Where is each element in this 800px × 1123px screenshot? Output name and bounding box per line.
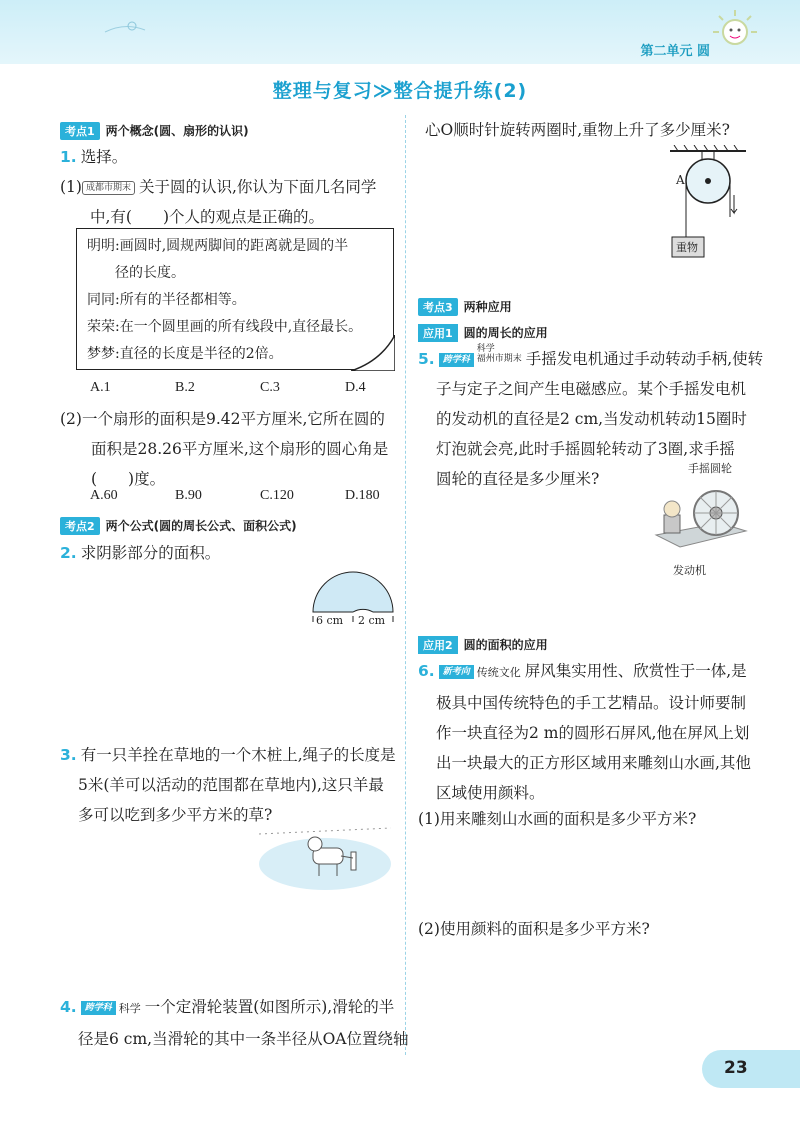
q1-part1-text-b: 中,有( )个人的观点是正确的。 bbox=[90, 208, 325, 226]
q2-number: 2. bbox=[60, 544, 77, 562]
column-divider bbox=[405, 115, 406, 1055]
q1-text: 选择。 bbox=[80, 148, 128, 166]
pulley-label-a: A bbox=[676, 173, 685, 187]
q4-line: 一个定滑轮装置(如图所示),滑轮的半 bbox=[144, 998, 395, 1016]
q1-part2 bbox=[60, 404, 388, 494]
subject-sub: 科学 bbox=[476, 344, 495, 354]
subject-sub: 科学 bbox=[118, 1002, 141, 1015]
q6-number: 6. bbox=[418, 662, 435, 680]
q4 bbox=[60, 992, 409, 1054]
section-label: 圆的周长的应用 bbox=[463, 326, 548, 340]
q6-part1: (1)用来雕刻山水画的面积是多少平方米? bbox=[418, 810, 697, 828]
q4-line: 径是6 cm,当滑轮的其中一条半径从OA位置绕轴 bbox=[78, 1030, 409, 1048]
quote-line: 同同:所有的半径都相等。 bbox=[87, 292, 246, 308]
section-label: 圆的面积的应用 bbox=[463, 638, 548, 652]
section-label: 两个公式(圆的周长公式、面积公式) bbox=[105, 519, 297, 533]
section-app2 bbox=[418, 634, 548, 654]
q1-part1-label: (1) bbox=[60, 178, 82, 196]
q3-number: 3. bbox=[60, 746, 77, 764]
q1-part2-line: ( )度。 bbox=[60, 470, 166, 488]
q3-line: 5米(羊可以活动的范围都在草地内),这只羊最 bbox=[78, 776, 384, 794]
subject-sub: 传统文化 bbox=[476, 666, 521, 679]
q1-stem bbox=[60, 142, 127, 172]
q3-line: 多可以吃到多少平方米的草? bbox=[78, 806, 273, 824]
choice-d[interactable]: D.180 bbox=[345, 488, 380, 503]
q6-line: 极具中国传统特色的手工艺精品。设计师要制 bbox=[436, 694, 747, 712]
q5-line: 灯泡就会亮,此时手摇圆轮转动了3圈,求手摇 bbox=[436, 440, 735, 458]
section-badge: 应用2 bbox=[418, 636, 458, 654]
q5-number: 5. bbox=[418, 350, 435, 368]
section-badge: 考点3 bbox=[418, 298, 458, 316]
quote-line: 径的长度。 bbox=[87, 265, 185, 281]
quote-line: 明明:画圆时,圆规两脚间的距离就是圆的半 bbox=[87, 238, 349, 254]
choice-a[interactable]: A.60 bbox=[90, 488, 118, 503]
q6-line: 屏风集实用性、欣赏性于一体,是 bbox=[524, 662, 747, 680]
section-k3 bbox=[418, 296, 512, 316]
q1-number: 1. bbox=[60, 148, 77, 166]
sun-flower-icon bbox=[705, 8, 765, 60]
section-badge: 考点1 bbox=[60, 122, 100, 140]
q5-line: 的发动机的直径是2 cm,当发动机转动15圈时 bbox=[436, 410, 747, 428]
q5-line: 圆轮的直径是多少厘米? bbox=[436, 470, 600, 488]
pulley-label-weight: 重物 bbox=[676, 241, 698, 254]
section-k1 bbox=[60, 120, 249, 140]
q3 bbox=[60, 740, 396, 830]
quote-line: 荣荣:在一个圆里画的所有线段中,直径最长。 bbox=[87, 319, 363, 335]
q1-part1-text-a: 关于圆的认识,你认为下面几名同学 bbox=[138, 178, 377, 196]
q6 bbox=[418, 656, 751, 808]
choice-a[interactable]: A.1 bbox=[90, 380, 111, 395]
q5-line: 手摇发电机通过手动转动手柄,使转 bbox=[525, 350, 764, 368]
source-sub: 福州市期末 bbox=[476, 354, 522, 364]
label-motor: 发动机 bbox=[673, 564, 706, 577]
source-tag: 成都市期末 bbox=[82, 181, 135, 195]
section-k2 bbox=[60, 515, 297, 535]
subject-tag: 跨学科 bbox=[439, 353, 474, 367]
dragonfly-icon bbox=[100, 12, 180, 42]
section-app1 bbox=[418, 322, 548, 342]
section-badge: 考点2 bbox=[60, 517, 100, 535]
q4-continued: 心O顺时针旋转两圈时,重物上升了多少厘米? bbox=[425, 121, 730, 139]
page-number: 23 bbox=[724, 1058, 748, 1078]
choice-b[interactable]: B.2 bbox=[175, 380, 195, 395]
choice-c[interactable]: C.120 bbox=[260, 488, 294, 503]
q4-number: 4. bbox=[60, 998, 77, 1016]
choice-d[interactable]: D.4 bbox=[345, 380, 366, 395]
choice-b[interactable]: B.90 bbox=[175, 488, 202, 503]
section-label: 两种应用 bbox=[463, 300, 512, 314]
choice-c[interactable]: C.3 bbox=[260, 380, 280, 395]
quote-line: 梦梦:直径的长度是半径的2倍。 bbox=[87, 346, 283, 362]
section-label: 两个概念(圆、扇形的认识) bbox=[105, 124, 249, 138]
q1-part2-line: 面积是28.26平方厘米,这个扇形的圆心角是 bbox=[60, 440, 389, 458]
q6-line: 区域使用颜料。 bbox=[436, 784, 545, 802]
q3-line: 有一只羊拴在草地的一个木桩上,绳子的长度是 bbox=[80, 746, 396, 764]
dim-2cm: 2 cm bbox=[358, 614, 386, 627]
q6-line: 出一块最大的正方形区域用来雕刻山水画,其他 bbox=[436, 754, 751, 772]
page-curl-icon bbox=[351, 335, 395, 371]
page-number-tab bbox=[702, 1050, 800, 1088]
q1-part2-line: (2)一个扇形的面积是9.42平方厘米,它所在圆的 bbox=[60, 410, 385, 428]
subject-tag: 跨学科 bbox=[81, 1001, 116, 1015]
q6-part2: (2)使用颜料的面积是多少平方米? bbox=[418, 920, 650, 938]
goat-on-grass-illustration bbox=[255, 822, 395, 892]
q6-line: 作一块直径为2 m的圆形石屏风,他在屏风上划 bbox=[436, 724, 750, 742]
q5-line: 子与定子之间产生电磁感应。某个手摇发电机 bbox=[436, 380, 747, 398]
unit-label: 第二单元 圆 bbox=[640, 44, 710, 59]
q2-text: 求阴影部分的面积。 bbox=[80, 544, 221, 562]
q1-part1 bbox=[60, 172, 400, 202]
student-quote-box bbox=[76, 228, 394, 370]
label-hand-wheel: 手摇圆轮 bbox=[688, 462, 732, 475]
q2-stem bbox=[60, 538, 220, 568]
dim-6cm: 6 cm bbox=[316, 614, 344, 627]
page-title: 整理与复习≫整合提升练(2) bbox=[272, 80, 528, 102]
section-badge: 应用1 bbox=[418, 324, 458, 342]
subject-tag: 新考向 bbox=[439, 665, 474, 679]
hand-generator-figure bbox=[650, 475, 750, 560]
